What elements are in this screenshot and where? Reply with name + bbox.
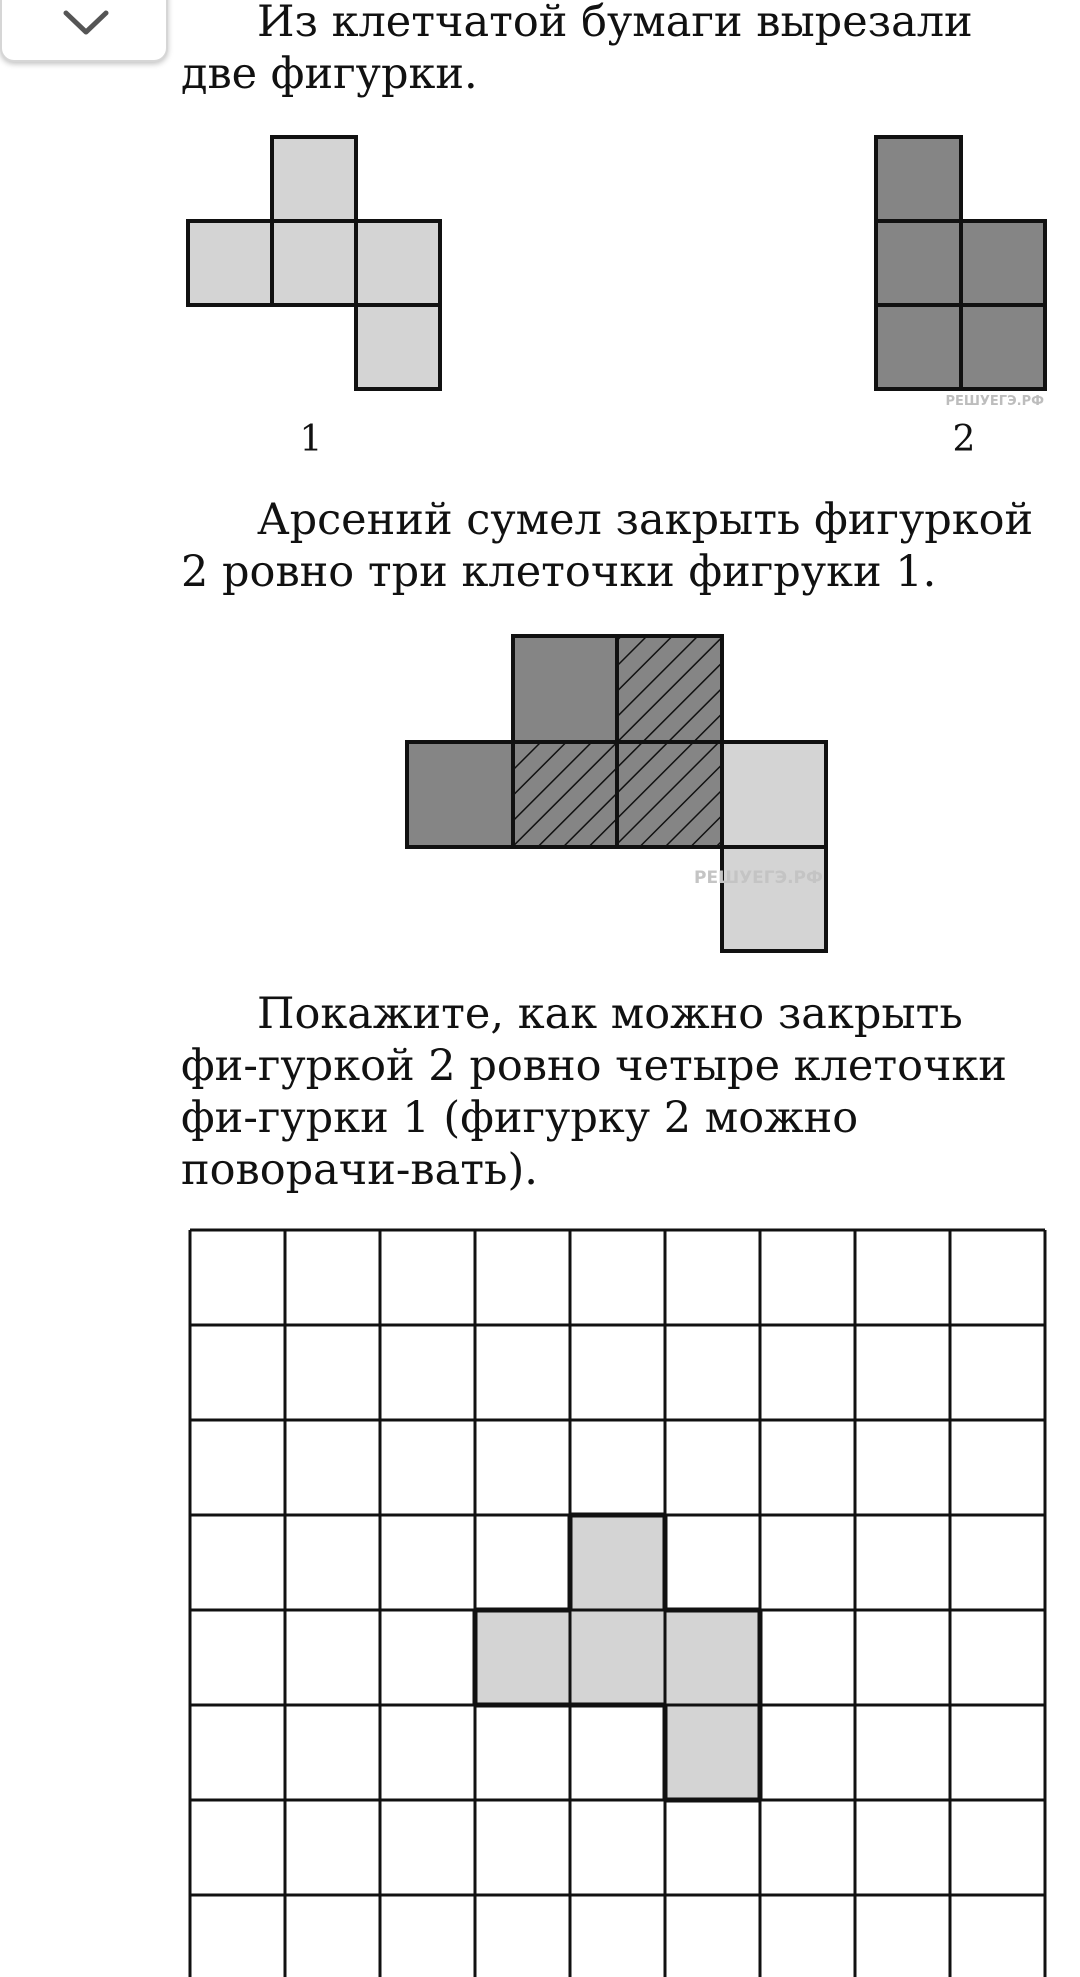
shaded-cell <box>570 1515 665 1610</box>
example-paragraph <box>181 494 1061 598</box>
answer-grid[interactable] <box>0 1226 1080 1977</box>
shaded-cell <box>665 1705 760 1800</box>
question-paragraph <box>181 988 1051 1196</box>
figure-2 <box>876 137 1045 389</box>
light-cell <box>722 847 826 951</box>
figure-1-caption: 1 <box>299 419 323 460</box>
watermark-top: РЕШУЕГЭ.РФ <box>945 394 1044 409</box>
shaded-cell <box>665 1610 760 1705</box>
overlap-cell <box>617 636 722 742</box>
dark-cell <box>513 636 617 742</box>
figure-2-caption: 2 <box>952 419 976 460</box>
light-cell <box>722 742 826 847</box>
task-intro-text: Из клетчатой бумаги вырезали две фигурки. <box>181 0 973 99</box>
figures-1-and-2 <box>0 0 1080 470</box>
question-text: Покажите, как можно закрыть фи-гуркой 2 ровно четыре клеточки фи-гурки 1 (фигурку 2 можно поворачи-вать). <box>181 989 1007 1195</box>
shaded-cell <box>570 1610 665 1705</box>
figure-1 <box>188 137 440 389</box>
example-text: Арсений сумел закрыть фигуркой 2 ровно три клеточки фигруки 1. <box>181 495 1034 597</box>
overlap-example <box>0 620 1080 960</box>
shaded-cell <box>475 1610 570 1705</box>
overlap-cell <box>617 742 722 847</box>
watermark-middle: РЕШУЕГЭ.РФ <box>694 868 823 888</box>
overlap-cell <box>513 742 617 847</box>
dark-cell <box>407 742 513 847</box>
